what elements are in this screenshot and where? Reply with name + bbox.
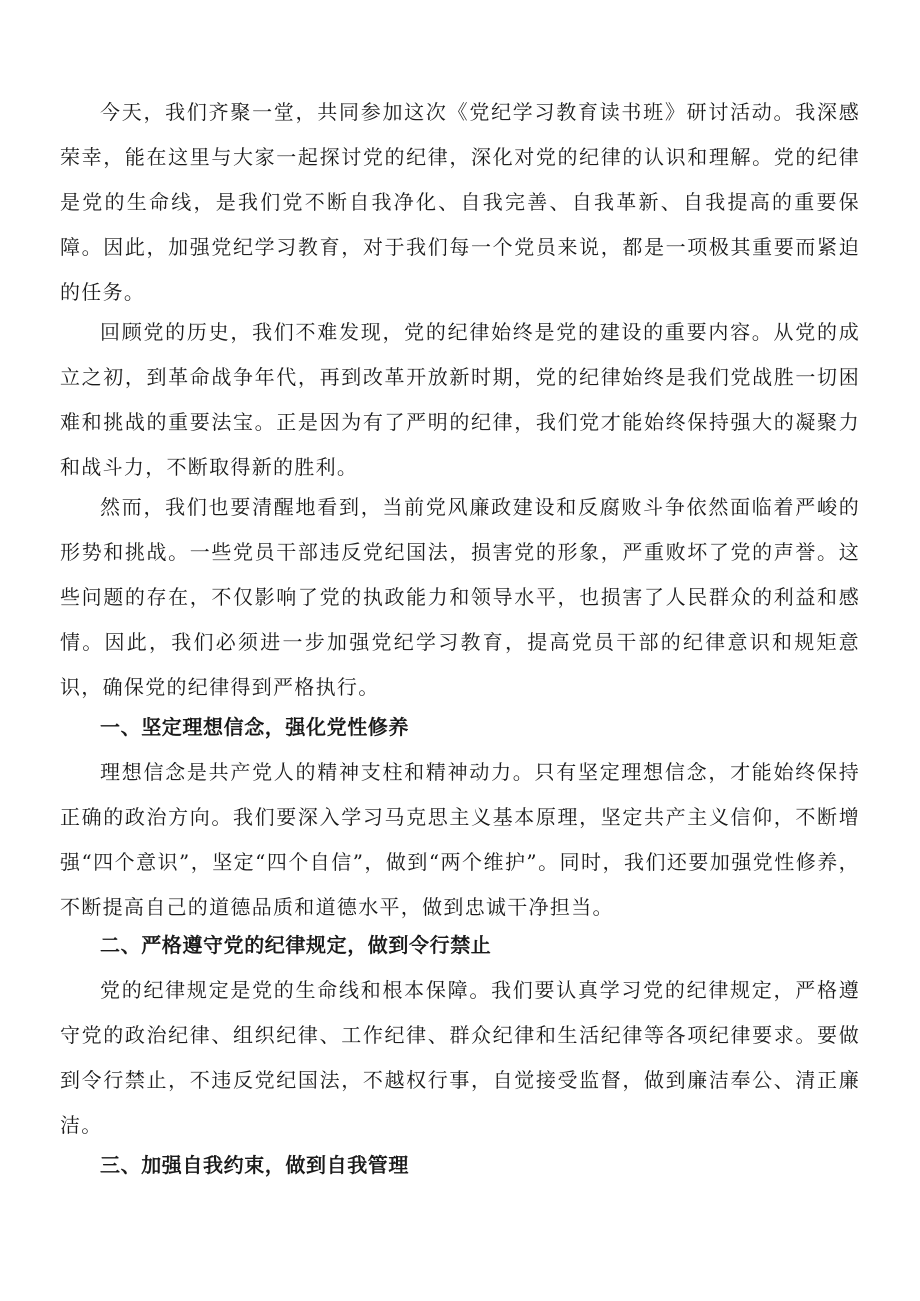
paragraph-intro: 今天，我们齐聚一堂，共同参加这次《党纪学习教育读书班》研讨活动。我深感荣幸，能在这里与大家一起探讨党的纪律，深化对党的纪律的认识和理解。党的纪律是党的生命线，是我们党不断自我净化、自我完善、自我革新、自我提高的重要保障。因此，加强党纪学习教育，对于我们每一个党员来说，都是一项极其重要而紧迫的任务。 xyxy=(60,100,860,304)
heading-section-1: 一、坚定理想信念，强化党性修养 xyxy=(100,715,409,739)
paragraph-section-2: 党的纪律规定是党的生命线和根本保障。我们要认真学习党的纪律规定，严格遵守党的政治纪律、组织纪律、工作纪律、群众纪律和生活纪律等各项纪律要求。要做到令行禁止，不违反党纪国法，不越权行事，自觉接受监督，做到廉洁奉公、清正廉洁。 xyxy=(60,978,860,1137)
paragraph-history: 回顾党的历史，我们不难发现，党的纪律始终是党的建设的重要内容。从党的成立之初，到革命战争年代，再到改革开放新时期，党的纪律始终是我们党战胜一切困难和挑战的重要法宝。正是因为有了严明的纪律，我们党才能始终保持强大的凝聚力和战斗力，不断取得新的胜利。 xyxy=(60,320,860,479)
paragraph-challenges: 然而，我们也要清醒地看到，当前党风廉政建设和反腐败斗争依然面临着严峻的形势和挑战。一些党员干部违反党纪国法，损害党的形象，严重败坏了党的声誉。这些问题的存在，不仅影响了党的执政能力和领导水平，也损害了人民群众的利益和感情。因此，我们必须进一步加强党纪学习教育，提高党员干部的纪律意识和规矩意识，确保党的纪律得到严格执行。 xyxy=(60,495,860,699)
paragraph-section-1: 理想信念是共产党人的精神支柱和精神动力。只有坚定理想信念，才能始终保持正确的政治方向。我们要深入学习马克思主义基本原理，坚定共产主义信仰，不断增强“四个意识”，坚定“四个自信”，做到“两个维护”。同时，我们还要加强党性修养，不断提高自己的道德品质和道德水平，做到忠诚干净担当。 xyxy=(60,760,860,919)
heading-section-2: 二、严格遵守党的纪律规定，做到令行禁止 xyxy=(100,933,492,957)
heading-section-3: 三、加强自我约束，做到自我管理 xyxy=(100,1153,409,1177)
